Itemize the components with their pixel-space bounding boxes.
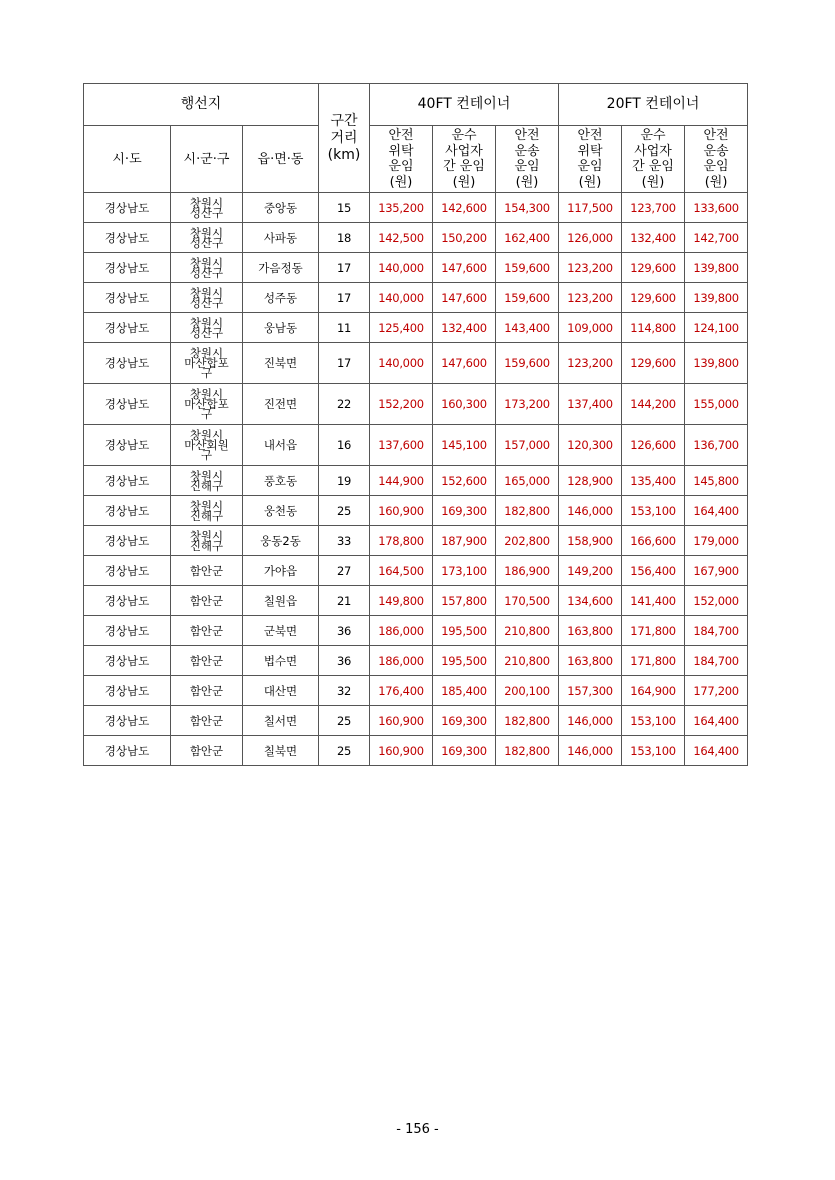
sido-cell: 경상남도 <box>84 313 171 343</box>
fare-20-safety-consign-header: 안전 위탁 운임 (원) <box>559 126 622 193</box>
eupmyeondong-cell: 진북면 <box>243 343 319 384</box>
fare-20-safety-transport-header: 안전 운송 운임 (원) <box>685 126 748 193</box>
fare-40-carrier-cell: 142,600 <box>433 193 496 223</box>
sigungu-header: 시·군·구 <box>171 126 243 193</box>
eupmyeondong-cell: 가야읍 <box>243 556 319 586</box>
fare-20-carrier-cell: 123,700 <box>622 193 685 223</box>
fare-40-carrier-cell: 187,900 <box>433 526 496 556</box>
sigungu-cell: 창원시 성산구 <box>171 283 243 313</box>
fare-20-safety-transport-cell: 139,800 <box>685 253 748 283</box>
fare-40-safety-transport-cell: 143,400 <box>496 313 559 343</box>
fare-40-safety-transport-cell: 157,000 <box>496 425 559 466</box>
fare-20-carrier-cell: 166,600 <box>622 526 685 556</box>
fare-40-safety-transport-cell: 165,000 <box>496 466 559 496</box>
distance-cell: 25 <box>319 706 370 736</box>
table-row <box>84 646 748 676</box>
table-row <box>84 384 748 425</box>
fare-40-carrier-header: 운수 사업자 간 운임 (원) <box>433 126 496 193</box>
distance-cell: 17 <box>319 343 370 384</box>
fare-20-safety-consign-cell: 123,200 <box>559 343 622 384</box>
table-row <box>84 526 748 556</box>
table-row <box>84 616 748 646</box>
distance-cell: 21 <box>319 586 370 616</box>
table-row <box>84 706 748 736</box>
fare-40-carrier-cell: 152,600 <box>433 466 496 496</box>
distance-cell: 22 <box>319 384 370 425</box>
fare-20-safety-transport-cell: 133,600 <box>685 193 748 223</box>
fare-40-safety-consign-cell: 164,500 <box>370 556 433 586</box>
eupmyeondong-cell: 칠서면 <box>243 706 319 736</box>
distance-cell: 11 <box>319 313 370 343</box>
fare-40-safety-consign-cell: 160,900 <box>370 736 433 766</box>
fare-20-safety-consign-cell: 120,300 <box>559 425 622 466</box>
fare-20-safety-consign-cell: 109,000 <box>559 313 622 343</box>
fare-20-carrier-cell: 129,600 <box>622 343 685 384</box>
fare-40-safety-consign-cell: 186,000 <box>370 616 433 646</box>
fare-40-safety-transport-cell: 170,500 <box>496 586 559 616</box>
fare-20-safety-consign-cell: 149,200 <box>559 556 622 586</box>
fare-40-safety-transport-cell: 173,200 <box>496 384 559 425</box>
fare-40-safety-consign-cell: 125,400 <box>370 313 433 343</box>
fare-40-safety-consign-cell: 178,800 <box>370 526 433 556</box>
fare-40-safety-transport-cell: 154,300 <box>496 193 559 223</box>
fare-40-safety-consign-cell: 142,500 <box>370 223 433 253</box>
fare-40-carrier-cell: 195,500 <box>433 616 496 646</box>
fare-40-safety-consign-cell: 137,600 <box>370 425 433 466</box>
sido-cell: 경상남도 <box>84 616 171 646</box>
eupmyeondong-cell: 법수면 <box>243 646 319 676</box>
distance-cell: 36 <box>319 646 370 676</box>
fare-20-safety-consign-cell: 134,600 <box>559 586 622 616</box>
fare-20-carrier-cell: 171,800 <box>622 646 685 676</box>
fare-20-safety-consign-cell: 128,900 <box>559 466 622 496</box>
table-row <box>84 223 748 253</box>
fare-40-carrier-cell: 169,300 <box>433 706 496 736</box>
rate-table-body <box>84 193 748 766</box>
fare-40-carrier-cell: 157,800 <box>433 586 496 616</box>
sigungu-cell: 창원시 마산회원 구 <box>171 425 243 466</box>
fare-20-safety-transport-cell: 177,200 <box>685 676 748 706</box>
sigungu-cell: 창원시 진해구 <box>171 526 243 556</box>
distance-header: 구간 거리 (km) <box>319 84 370 193</box>
container-40ft-header: 40FT 컨테이너 <box>370 84 559 126</box>
fare-20-carrier-cell: 153,100 <box>622 496 685 526</box>
fare-20-safety-consign-cell: 126,000 <box>559 223 622 253</box>
fare-20-carrier-cell: 114,800 <box>622 313 685 343</box>
eupmyeondong-cell: 칠원읍 <box>243 586 319 616</box>
sigungu-cell: 창원시 성산구 <box>171 193 243 223</box>
sido-cell: 경상남도 <box>84 526 171 556</box>
fare-40-safety-transport-cell: 162,400 <box>496 223 559 253</box>
fare-40-safety-consign-cell: 149,800 <box>370 586 433 616</box>
fare-20-safety-transport-cell: 139,800 <box>685 343 748 384</box>
sido-cell: 경상남도 <box>84 646 171 676</box>
sigungu-cell: 창원시 마산합포 구 <box>171 343 243 384</box>
fare-40-safety-transport-cell: 200,100 <box>496 676 559 706</box>
fare-40-safety-transport-cell: 182,800 <box>496 736 559 766</box>
fare-40-safety-consign-cell: 140,000 <box>370 253 433 283</box>
distance-cell: 18 <box>319 223 370 253</box>
sigungu-cell: 함안군 <box>171 556 243 586</box>
eupmyeondong-cell: 중앙동 <box>243 193 319 223</box>
fare-20-safety-transport-cell: 152,000 <box>685 586 748 616</box>
fare-20-safety-consign-cell: 163,800 <box>559 646 622 676</box>
fare-20-safety-transport-cell: 136,700 <box>685 425 748 466</box>
sido-cell: 경상남도 <box>84 223 171 253</box>
table-row <box>84 736 748 766</box>
table-row <box>84 253 748 283</box>
fare-40-safety-consign-cell: 176,400 <box>370 676 433 706</box>
fare-20-safety-transport-cell: 167,900 <box>685 556 748 586</box>
fare-40-safety-transport-cell: 210,800 <box>496 616 559 646</box>
fare-40-safety-transport-cell: 159,600 <box>496 343 559 384</box>
fare-20-safety-transport-cell: 124,100 <box>685 313 748 343</box>
fare-40-carrier-cell: 185,400 <box>433 676 496 706</box>
fare-20-safety-transport-cell: 142,700 <box>685 223 748 253</box>
sigungu-cell: 함안군 <box>171 736 243 766</box>
fare-40-safety-transport-cell: 182,800 <box>496 496 559 526</box>
fare-20-carrier-cell: 126,600 <box>622 425 685 466</box>
fare-40-safety-consign-header: 안전 위탁 운임 (원) <box>370 126 433 193</box>
table-row <box>84 466 748 496</box>
sido-cell: 경상남도 <box>84 283 171 313</box>
fare-20-carrier-cell: 156,400 <box>622 556 685 586</box>
fare-20-carrier-cell: 132,400 <box>622 223 685 253</box>
fare-20-carrier-cell: 129,600 <box>622 253 685 283</box>
sido-cell: 경상남도 <box>84 425 171 466</box>
table-row <box>84 676 748 706</box>
sigungu-cell: 창원시 성산구 <box>171 253 243 283</box>
fare-40-carrier-cell: 147,600 <box>433 253 496 283</box>
sigungu-cell: 창원시 진해구 <box>171 466 243 496</box>
distance-cell: 15 <box>319 193 370 223</box>
eupmyeondong-cell: 성주동 <box>243 283 319 313</box>
distance-cell: 33 <box>319 526 370 556</box>
table-row <box>84 586 748 616</box>
fare-40-safety-consign-cell: 160,900 <box>370 496 433 526</box>
table-row <box>84 496 748 526</box>
sido-cell: 경상남도 <box>84 466 171 496</box>
eupmyeondong-cell: 사파동 <box>243 223 319 253</box>
fare-20-safety-transport-cell: 164,400 <box>685 736 748 766</box>
freight-rate-table <box>83 83 748 766</box>
distance-cell: 25 <box>319 736 370 766</box>
fare-40-carrier-cell: 169,300 <box>433 496 496 526</box>
fare-20-carrier-cell: 164,900 <box>622 676 685 706</box>
eupmyeondong-cell: 진전면 <box>243 384 319 425</box>
fare-40-carrier-cell: 173,100 <box>433 556 496 586</box>
fare-20-carrier-cell: 135,400 <box>622 466 685 496</box>
sigungu-cell: 창원시 성산구 <box>171 223 243 253</box>
fare-20-safety-consign-cell: 137,400 <box>559 384 622 425</box>
page-number: - 156 - <box>396 1122 439 1137</box>
fare-20-safety-consign-cell: 123,200 <box>559 253 622 283</box>
fare-20-safety-consign-cell: 123,200 <box>559 283 622 313</box>
fare-40-carrier-cell: 147,600 <box>433 283 496 313</box>
eupmyeondong-cell: 대산면 <box>243 676 319 706</box>
sido-header: 시·도 <box>84 126 171 193</box>
sido-cell: 경상남도 <box>84 193 171 223</box>
fare-20-safety-transport-cell: 184,700 <box>685 646 748 676</box>
fare-20-carrier-cell: 153,100 <box>622 736 685 766</box>
fare-40-carrier-cell: 132,400 <box>433 313 496 343</box>
sido-cell: 경상남도 <box>84 343 171 384</box>
sigungu-cell: 함안군 <box>171 676 243 706</box>
fare-20-safety-consign-cell: 146,000 <box>559 496 622 526</box>
eupmyeondong-cell: 군북면 <box>243 616 319 646</box>
sigungu-cell: 함안군 <box>171 706 243 736</box>
eupmyeondong-cell: 풍호동 <box>243 466 319 496</box>
fare-20-safety-transport-cell: 184,700 <box>685 616 748 646</box>
fare-20-carrier-cell: 153,100 <box>622 706 685 736</box>
sigungu-cell: 창원시 진해구 <box>171 496 243 526</box>
table-row <box>84 313 748 343</box>
fare-40-safety-consign-cell: 160,900 <box>370 706 433 736</box>
fare-40-safety-consign-cell: 140,000 <box>370 283 433 313</box>
sido-cell: 경상남도 <box>84 676 171 706</box>
fare-40-safety-consign-cell: 135,200 <box>370 193 433 223</box>
fare-20-safety-transport-cell: 139,800 <box>685 283 748 313</box>
distance-cell: 17 <box>319 283 370 313</box>
fare-20-carrier-header: 운수 사업자 간 운임 (원) <box>622 126 685 193</box>
fare-20-safety-transport-cell: 145,800 <box>685 466 748 496</box>
sido-cell: 경상남도 <box>84 496 171 526</box>
fare-40-carrier-cell: 147,600 <box>433 343 496 384</box>
sigungu-cell: 함안군 <box>171 616 243 646</box>
fare-40-safety-consign-cell: 152,200 <box>370 384 433 425</box>
fare-40-safety-transport-cell: 186,900 <box>496 556 559 586</box>
fare-40-carrier-cell: 150,200 <box>433 223 496 253</box>
fare-40-safety-consign-cell: 144,900 <box>370 466 433 496</box>
destination-header: 행선지 <box>84 84 319 126</box>
fare-20-carrier-cell: 171,800 <box>622 616 685 646</box>
fare-20-carrier-cell: 144,200 <box>622 384 685 425</box>
fare-20-carrier-cell: 141,400 <box>622 586 685 616</box>
eupmyeondong-cell: 가음정동 <box>243 253 319 283</box>
fare-40-safety-transport-cell: 210,800 <box>496 646 559 676</box>
eupmyeondong-cell: 내서읍 <box>243 425 319 466</box>
fare-20-safety-transport-cell: 164,400 <box>685 496 748 526</box>
distance-cell: 19 <box>319 466 370 496</box>
fare-40-safety-transport-cell: 202,800 <box>496 526 559 556</box>
container-20ft-header: 20FT 컨테이너 <box>559 84 748 126</box>
sido-cell: 경상남도 <box>84 384 171 425</box>
table-row <box>84 556 748 586</box>
fare-20-safety-transport-cell: 179,000 <box>685 526 748 556</box>
sigungu-cell: 창원시 성산구 <box>171 313 243 343</box>
table-row <box>84 343 748 384</box>
eupmyeondong-cell: 웅동2동 <box>243 526 319 556</box>
table-row <box>84 425 748 466</box>
distance-cell: 25 <box>319 496 370 526</box>
sigungu-cell: 창원시 마산합포 구 <box>171 384 243 425</box>
sido-cell: 경상남도 <box>84 706 171 736</box>
fare-40-safety-consign-cell: 186,000 <box>370 646 433 676</box>
table-row <box>84 193 748 223</box>
fare-40-safety-transport-cell: 159,600 <box>496 283 559 313</box>
fare-20-safety-transport-cell: 164,400 <box>685 706 748 736</box>
fare-40-safety-transport-cell: 182,800 <box>496 706 559 736</box>
distance-cell: 32 <box>319 676 370 706</box>
fare-20-safety-consign-cell: 146,000 <box>559 706 622 736</box>
sido-cell: 경상남도 <box>84 556 171 586</box>
fare-40-carrier-cell: 145,100 <box>433 425 496 466</box>
sigungu-cell: 함안군 <box>171 586 243 616</box>
distance-cell: 16 <box>319 425 370 466</box>
fare-20-carrier-cell: 129,600 <box>622 283 685 313</box>
fare-20-safety-consign-cell: 163,800 <box>559 616 622 646</box>
sido-cell: 경상남도 <box>84 586 171 616</box>
fare-20-safety-consign-cell: 117,500 <box>559 193 622 223</box>
eupmyeondong-cell: 웅남동 <box>243 313 319 343</box>
distance-cell: 27 <box>319 556 370 586</box>
sigungu-cell: 함안군 <box>171 646 243 676</box>
fare-40-carrier-cell: 169,300 <box>433 736 496 766</box>
fare-20-safety-consign-cell: 158,900 <box>559 526 622 556</box>
fare-40-carrier-cell: 195,500 <box>433 646 496 676</box>
fare-40-safety-transport-cell: 159,600 <box>496 253 559 283</box>
sido-cell: 경상남도 <box>84 253 171 283</box>
distance-cell: 17 <box>319 253 370 283</box>
fare-20-safety-consign-cell: 157,300 <box>559 676 622 706</box>
fare-20-safety-consign-cell: 146,000 <box>559 736 622 766</box>
sido-cell: 경상남도 <box>84 736 171 766</box>
fare-40-carrier-cell: 160,300 <box>433 384 496 425</box>
fare-40-safety-consign-cell: 140,000 <box>370 343 433 384</box>
fare-20-safety-transport-cell: 155,000 <box>685 384 748 425</box>
fare-40-safety-transport-header: 안전 운송 운임 (원) <box>496 126 559 193</box>
eupmyeondong-header: 읍·면·동 <box>243 126 319 193</box>
eupmyeondong-cell: 칠북면 <box>243 736 319 766</box>
table-row <box>84 283 748 313</box>
distance-cell: 36 <box>319 616 370 646</box>
eupmyeondong-cell: 웅천동 <box>243 496 319 526</box>
